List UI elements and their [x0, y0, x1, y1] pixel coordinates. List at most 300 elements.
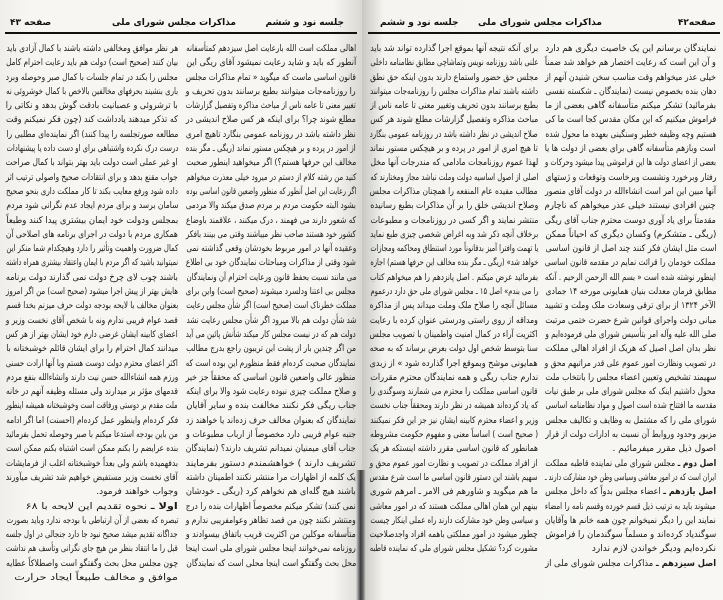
- text-line-content: را می بندم» اصل ۱۵ ـ مجلس شورای ملی حق دارد درعموم: [370, 287, 538, 298]
- text-line-content: مقدمتاً برای یاد آوری دوست محترم جناب آقای ریگی: [545, 215, 716, 226]
- text-line-content: خواهد شد» (ریگی ـ مگر بنده مخالف این حرفها هستم) اجازه: [370, 258, 538, 269]
- text-line-content: آقای نخست وزیر مستفیض خواهیم شد تشریف میآورند: [6, 472, 178, 483]
- text-line-content: منتشر نمایند و اگر کسی در روزنامجات و مطبوعات: [370, 215, 538, 226]
- text-line: [545, 471, 716, 485]
- text-line-content: تبصره که بعضی از آن ارتباطی با بودجه ندارد وباید بصورت: [6, 515, 178, 526]
- text-line-content: قانون اساسی ماست که میگوید « تمام مذاکرات مجلس: [186, 72, 356, 83]
- text-line-content: مطالعه صورتجلسه را پیدا کنند) اگر نماینده‌ای مطلبی را: [6, 129, 178, 140]
- text-line: [370, 42, 538, 56]
- text-line-content: مجلس حق حضور واستماع دارند بدون اینکه حق نطق: [370, 72, 538, 83]
- text-line: [545, 256, 716, 270]
- text-line: [186, 199, 356, 213]
- text-line: [6, 342, 178, 356]
- text-line: [6, 457, 178, 471]
- text-line: [6, 113, 178, 127]
- text-line-content: [26, 500, 178, 514]
- article-heading: اولا ـ: [151, 501, 178, 512]
- text-line-content: مجلس را بکند در تمام جلسات با کمال صبر وحوصله وبرد: [6, 72, 178, 83]
- text-line: [6, 228, 178, 242]
- text-line: [370, 285, 538, 299]
- text-line-content: متأسفانه موکلین من اکثریت قریب باتفاق بیسوادند و: [186, 530, 356, 541]
- text-line-content: تشریف دارند ) خواهشمندم دستور بفرمایند: [186, 458, 356, 469]
- line-text: نکرده‌ایم ودیگر خواندن لازم ندارد: [591, 544, 716, 555]
- text-line-content: و صلاح مملکت چیزی نبوده رعایت شود والا برای اینکه: [186, 387, 356, 398]
- text-line: [370, 142, 538, 156]
- text-line-content: مطلع شوند چرا؟ برای اینکه هر کس صلاح اندیشی در: [186, 115, 356, 126]
- text-line-content: علنی باشد روزنامه نویس وتماشاچی مطابق نظامنامه داخلی: [370, 58, 538, 69]
- text-line-content: داده شود ورفع معایب بکند تا کار مملکت داری بنحو صحیح: [6, 186, 178, 197]
- text-line-content: می مانند نسبت بحفظ قانون ورعایت احترام آن ونمایندگان: [186, 272, 356, 283]
- text-line-content: وصلاح اندیشی خلق را بر آن مذاکرات بطبع رسانیده: [370, 201, 538, 212]
- text-line-content: کمال ضرورت واهمیت وتأثیر را دارد وهیچکدام شما منکر این: [6, 244, 178, 255]
- text-line: [370, 328, 538, 342]
- text-line: [370, 156, 538, 170]
- text-line: [186, 314, 356, 328]
- text-line: [6, 42, 178, 56]
- session-label: جلسه نود و ششم: [380, 18, 459, 28]
- text-line: [6, 199, 178, 213]
- text-line: [370, 399, 538, 413]
- text-line-content: سهیمند تشخیص وتعیین اعضاء مجلس را بانتخاب ملت: [545, 372, 716, 383]
- text-line: [186, 113, 356, 127]
- text-line: [545, 314, 716, 328]
- text-line: [545, 442, 716, 456]
- text-line-content: مقدسه ما افتتاح شده است اصول و مواد نظامنامه اساسی: [545, 401, 716, 412]
- text-line: [6, 142, 178, 156]
- text-line: [545, 271, 716, 285]
- text-line-content: نظر بدان اصل اصیل که هریک از افراد اهالی مملکت: [545, 344, 716, 355]
- text-line-content: اینطور نوشته شده است « بسم الله الرحمن الرحیم . آنکه: [545, 272, 716, 283]
- text-line: [545, 528, 716, 542]
- text-line: [370, 357, 538, 371]
- line-text: مجلس شورای ملی نماینده قاطبه مملکت: [545, 458, 678, 469]
- text-line: [545, 414, 716, 428]
- text-line: [6, 71, 178, 85]
- text-line: [6, 528, 178, 542]
- text-line-content: مزبور وحدود وروابط آن نسبت به ادارات دولت از قرار: [545, 430, 716, 441]
- text-line: [186, 42, 356, 56]
- text-line: [545, 542, 716, 556]
- text-line-content: مسائل آنچه را صلاح ملک وملت میداند پس از مذاکره: [370, 301, 538, 312]
- text-line-content: بدفهمیده باشم ولی بعداً خوشبختانه اغلب از فرمایشات: [6, 458, 178, 469]
- text-line: [6, 271, 178, 285]
- text-line: [545, 357, 716, 371]
- header-rule: [5, 32, 357, 34]
- text-line: [370, 342, 538, 356]
- text-line-content: شود وقتی از مذاکرات ومباحثات نمایندگان خود بی اطلاع: [186, 258, 356, 269]
- text-line-content: مملکت خطرناک است (صحیح است) اگر شأن مجلس رعایت: [186, 301, 356, 312]
- text-line-content: (ریگی ـ متشکرم) وکسان دیگری که احیاناً ممکن: [545, 229, 716, 240]
- text-line-content: در تصویب ونظارت امور عموم علی قدر مراتبهم محق و: [545, 358, 716, 369]
- text-line-content: ملت مقدم بر دوستی ورفاقت است وخوشبختانه همیشه اینطور: [6, 401, 178, 412]
- text-line-content: صلاح اندیشی در نظر داشته باشد در روزنامه عمومی بنگارد: [370, 129, 538, 140]
- text-line-content: برخلاف آنچه ذکر شد وبه اغراض شخصی چیزی طبع نماید: [370, 229, 538, 240]
- text-line: [186, 485, 356, 499]
- text-line: [545, 371, 716, 385]
- text-line-content: درست درک نکرده واشتباهی برای او دست داده یا پیشنهادات: [6, 144, 178, 155]
- text-line-content: و سیاسی وطن خود مشارکت دارند راه عملی اینکار چیست: [370, 515, 538, 526]
- text-line-content: سامان برسد و برای مردم ایجاد عدم نگرانی شود مردم: [6, 201, 178, 212]
- text-line-content: قانون اساسی مملکت را محترم می شمارند وسوگندی را: [370, 387, 538, 398]
- text-line: [186, 156, 356, 170]
- text-line-content: جناب ریگی فکر نکنند مخالفت بنده و سایر آقایان: [186, 401, 356, 412]
- text-line-content: قبل را ما انتقاد بنظر من هیچ جای نگرانی وتأسف هم نداشت: [6, 544, 178, 555]
- text-line: [186, 185, 356, 199]
- text-line: [545, 342, 716, 356]
- text-line-content: [545, 557, 716, 571]
- running-title: مذاکرات مجلس شورای ملی: [477, 18, 602, 28]
- text-line: [370, 471, 538, 485]
- text-line: [6, 385, 178, 399]
- text-line: [6, 442, 178, 456]
- right-page: [362, 0, 723, 600]
- text-line-content: مملکت خودمان را قرائت نمایم در مقدمه قانون اساسی: [545, 258, 716, 269]
- text-line-content: بطبع برسانند بدون تحریف وتغییر معنی تا عامه ناس از: [370, 101, 538, 112]
- text-line: [186, 457, 356, 471]
- text-line-content: فکر کرده‌ام واینطور عمل کرده‌ام (احسنت) اما اگر ادامه: [6, 415, 178, 426]
- text-line-content: سوگندیاد کرده‌اند و مسلماً سوگندمان را فراموش: [545, 530, 716, 541]
- text-line-content: مطابق فرمان معدلت بنیان همایونی مورخه ۱۴ جمادی: [545, 287, 716, 298]
- text-line: [6, 171, 178, 185]
- text-line: [186, 328, 356, 342]
- text-line: [186, 557, 356, 571]
- text-line: [545, 385, 716, 399]
- text-column-right: [186, 42, 356, 571]
- text-line: [6, 357, 178, 371]
- text-line: [6, 156, 178, 170]
- text-line: [370, 128, 538, 142]
- text-line-content: ندارم جناب ریگی و همه نمایندگان محترم مقررات: [370, 372, 538, 383]
- text-line-content: فراموش میکنیم که این مکان مقدس کجا است ما کی: [545, 115, 716, 126]
- text-line-content: هایش بهتر از پیش اجرا میشود (صحیح است) من اگر امروز: [6, 287, 178, 298]
- text-line-content: صلی الله علیه وآله امر بتأسیس شورای ملی فرموده‌ایم و: [545, 329, 716, 340]
- text-line: [370, 442, 538, 456]
- text-line-content: چطور میشود در امور مملکتی باهمه افراد واجدصلاحیت: [370, 530, 538, 541]
- text-line-content: او غیر عملی است دولت باید بهتر بتواند با کمال صراحت: [6, 158, 178, 169]
- text-line: [370, 214, 538, 228]
- text-line: [186, 71, 356, 85]
- text-line-content: بینهم این همان اهالی مملکت هستند که در امور معاشی: [370, 501, 538, 512]
- text-line-content: ورزم همه انشاءالله حسن نیت دارند وانشاءالله بنفع مردم: [6, 372, 178, 383]
- text-line-content: که شعور دارند می فهمند ، درک میکنند ، علاقمند باوضاع: [186, 215, 356, 226]
- text-line: [6, 557, 178, 571]
- text-line: [6, 314, 178, 328]
- text-line: [370, 500, 538, 514]
- line-text: ایران است که در امور معاشی وسیاسی وطن خود مشارکت دارند ـ: [545, 472, 716, 483]
- text-line-content: موافق و مخالف طبیعاً ایجاد حرارت: [14, 572, 178, 583]
- text-line: [186, 371, 356, 385]
- text-line-content: من باین بودجه استدعا میکنم با صبر وحوصله تحمل بفرمائید: [6, 430, 178, 441]
- text-line-content: همکاری مردم با دولت در اجرای برنامه های اصلاحی آن: [6, 229, 178, 240]
- text-line: [370, 457, 538, 471]
- text-line: [370, 385, 538, 399]
- text-line: [370, 371, 538, 385]
- text-line-content: محول داشتیم اینک که مجلس شورای ملی بر طبق نیات: [545, 387, 716, 398]
- text-line-content: چنین افرادی نیستند خیلی عذر میخواهم که ناچارم: [545, 201, 716, 212]
- text-line-content: اکثر اعضای محترم دولت دوست هستم وبا آنها ارادت حسنی: [6, 358, 178, 369]
- text-line: [370, 514, 538, 528]
- text-line: [370, 56, 538, 70]
- text-line-content: کنید من رشته کلام از دستم در میرود خیلی معذرت میخواهم: [186, 172, 356, 183]
- text-line-content: [545, 485, 716, 499]
- text-line-content: [545, 471, 716, 485]
- text-column-left: [370, 42, 538, 557]
- text-line: [370, 256, 538, 270]
- text-line: [370, 85, 538, 99]
- text-line-content: اصلی از اصول اساسیه دولت وملت نباشد مجاز ومختارند که: [370, 172, 538, 183]
- text-line: [370, 99, 538, 113]
- text-line: [545, 228, 716, 242]
- text-line: [545, 399, 716, 413]
- text-line-content: همانطور که قانون اساسی مقرر داشته اینستکه هر یک: [370, 444, 538, 455]
- text-line-content: از امور در پرده و بر هیچکس مستور نماند (ریگی ـ مگر بنده: [186, 144, 356, 155]
- text-line-content: میشوند باید به ترتیب ذیل قسم خورده وقسم نامه را امضاء: [545, 501, 716, 512]
- text-line: [370, 542, 538, 556]
- text-line: [186, 357, 356, 371]
- text-line-content: چون مجلس محل بحث وگفتگو است واصطلاکاً عطایه: [6, 558, 178, 569]
- text-line: [370, 485, 538, 499]
- text-line-content: جنبه عوام فریبی دارد مخصوصاً از ارباب مطبوعات و: [186, 430, 356, 441]
- text-column-right: [545, 42, 716, 571]
- text-line-content: [592, 542, 716, 556]
- text-line-content: باشند هیچ گله‌ای هم نخواهم کرد (ریگی ـ خودشان: [186, 487, 356, 498]
- article-heading: اصل سیزدهم ـ: [655, 558, 716, 569]
- text-line-content: بعنوان مخالف با لایحه بودجه دولت حرف میزنم بخدا قسم: [6, 301, 178, 312]
- text-line-content: است وبازهم متأسفانه گاهی برای بعضی از دولت ها یا: [545, 144, 716, 155]
- text-line: [545, 113, 716, 127]
- text-line: [545, 328, 716, 342]
- text-line-content: رفتار وبرخورد ونشست وبرخاست وتوقعات و ژستهای: [545, 172, 716, 183]
- text-line: [545, 185, 716, 199]
- text-line-content: مخالف این حرفها هستم؟) اگر میخواهید اینطور صحبت: [186, 158, 356, 169]
- session-label: جلسه نود و ششم: [265, 18, 344, 28]
- text-line-content: از افراد مملکت در تصویب و نظارت امور عموم محق و: [370, 458, 538, 469]
- text-line: [545, 457, 716, 471]
- text-line: [370, 271, 538, 285]
- right-page-header: [368, 18, 720, 32]
- text-line-content: جواب مقنع بدهد و برای انتقادات صحیح واصولی ترتیب اثر: [6, 172, 178, 183]
- text-line-content: قصد عوام فریبی ندارم ونه با شخص آقای نخست وزیر و: [6, 315, 178, 326]
- text-line: [6, 285, 178, 299]
- text-line: [545, 199, 716, 213]
- text-line: [545, 85, 716, 99]
- text-line: [186, 442, 356, 456]
- text-line-content: مشورت کرد؟ تشکیل مجلس شورای ملی که نماینده قاطبه: [370, 544, 538, 555]
- text-line: [545, 500, 716, 514]
- text-line-content: ما هم میگوید و شاورهم فی الامر ـ امرهم شوری: [370, 487, 538, 498]
- text-line-content: سنا بتوسط شخص اول دولت بعرض برساند که به صحه: [370, 344, 538, 355]
- text-line-content: روزنامه نمی‌خوانند اینجا مجلس شورای ملی است اینجا: [186, 544, 356, 555]
- text-line-content: نمی کنند) تشکر میکنم مخصوصاً اظهارات بنده را درج: [186, 501, 356, 512]
- text-line-content: بعضی از اعضای دولت ها این فراموشی پیدا میشود وحرکات و: [545, 158, 716, 169]
- text-line: [186, 500, 356, 514]
- text-line: [186, 214, 356, 228]
- text-line-content: سهیم باشند این دستور قانون اساسی ما است شرع مقدس: [370, 472, 538, 483]
- text-line-content: قدمهای مؤثر بر میدارند ولی مسئله وظیفه آنهم در خانه: [6, 387, 178, 398]
- text-line-content: مباحث مذاکره وتفصیل گزارشات مطلع شوند هر کس: [370, 115, 538, 126]
- text-line: [370, 314, 538, 328]
- text-line: [186, 528, 356, 542]
- text-line-content: بنده عرایضم را بکنم ممکن است اشتباه بکنم ممکن است: [6, 444, 178, 455]
- text-column-left: [6, 42, 178, 585]
- text-line: [370, 428, 538, 442]
- text-line: [370, 171, 538, 185]
- text-line: [6, 242, 178, 256]
- text-line: [186, 342, 356, 356]
- text-line-content: برای آنکه نتیجه آنها بموقع اجرا گذارده تواند شد باید: [370, 44, 538, 54]
- header-rule: [368, 32, 720, 34]
- text-line: [545, 128, 716, 142]
- text-line: [6, 414, 178, 428]
- text-line-content: لهذا عموم روزنامجات مادامی که مندرجات آنها مخل: [370, 158, 538, 169]
- text-line: [6, 328, 178, 342]
- text-line-content: اکثریت آراء در کمال امنیت واطمینان با تصویب مجلس: [370, 329, 538, 340]
- text-line: [186, 299, 356, 313]
- text-line-content: آنطور که باید و شاید رعایت نمیشود آقای ریگی این: [186, 58, 356, 69]
- text-line: [545, 428, 716, 442]
- text-line-content: کشور خود هستند صاحب نظر میباشند وقتی می بینند بافکر: [186, 229, 356, 240]
- text-line: [545, 485, 716, 499]
- text-line-content: باری بنشیند بحرفهای مخالفین بالاخص با کمال خوشروئی نه: [6, 86, 178, 97]
- text-line-content: ومداقه از روی راستی ودرستی عنوان کرده با رعایت: [370, 315, 538, 326]
- article-heading: اصل یازدهم ـ: [663, 487, 716, 498]
- text-line-content: بشود البته حکومت مردم بر مردم صدق میکند والا مردمی: [186, 201, 356, 212]
- text-line-content: نظر داشته باشد در روزنامه عمومی بنگارد تاهیچ امری: [186, 129, 356, 140]
- text-line: [6, 128, 178, 142]
- line-text: نحوه تقدیم این لایحه با ۶۸: [25, 501, 152, 512]
- text-line-content: دولت هم که در نیست مجلس کار میکند شأنش پائین می آید: [186, 329, 356, 340]
- text-line-content: همایونی موشح وبموقع اجرا گذارده شود » از زبدی: [370, 358, 538, 369]
- text-line-content: شد شأن دولت هم بالا میرود اگر شأن مجلس رعایت نشد: [186, 315, 356, 326]
- text-line-content: داشته باشند تمام مذاکرات مجلس را روزنامه‌جات میتوانند: [370, 86, 538, 97]
- text-line: [6, 428, 178, 442]
- text-line-content: بمجلس ودولت خود ایمان بیشتری پیدا کنند وطبعاً: [6, 215, 178, 226]
- text-line: [6, 256, 178, 270]
- text-line: [545, 56, 716, 70]
- text-line-content: میدانند کمال احترام را برای ایشان قائلم خوشبختانه با: [6, 344, 178, 355]
- text-line: [370, 199, 538, 213]
- text-line: [545, 557, 716, 571]
- text-line-content: بفرمائید عرض میکنم . اصل پانزدهم را هم میخواهم کتاب: [370, 272, 538, 283]
- text-line-content: الآخر ۱۳۲۴ از برای ترقی وسعادت ملک وملت و تشیید: [545, 301, 716, 312]
- text-line: [6, 514, 178, 528]
- text-line: [6, 485, 178, 499]
- line-text: اعضاء مجلس بدواً که داخل مجلس: [545, 487, 664, 498]
- text-line-content: بیان کنند (صحیح است) دولت هم باید رعایت احترام کامل: [6, 58, 178, 69]
- text-line: [6, 185, 178, 199]
- text-line: [545, 299, 716, 313]
- text-line-content: نمیتوانید باشید که اگر مردم با ایمان واعتقاد بیشتری همراه داشته: [6, 258, 178, 269]
- text-line-content: شورای ملی را که مشتمل به وظایف و تکالیف مجلس: [545, 415, 716, 426]
- text-line-content: و آن این است که رعایت اختصار هم خواهد شد ضمناً: [545, 58, 716, 69]
- text-line: [370, 71, 538, 85]
- page-number: صفحه ۴۳: [10, 18, 52, 28]
- text-line-content: آنها مبین این امر است انشاءالله در دولت آقای منصور: [545, 186, 716, 197]
- text-line-content: [613, 442, 716, 456]
- text-line-content: ( صحیح است ) اساساً معنی و مفهوم حکومت مشروطه: [370, 430, 538, 441]
- text-line-content: منظور عالی واضعین قانون اساسی که محققاً جز خیر: [186, 372, 356, 383]
- text-line: [370, 185, 538, 199]
- text-line-content: را روزنامه‌جات میتوانند بطبع برسانند بدون تحریف و: [186, 86, 356, 97]
- text-line-content: تا هیچ امری از امور در پرده و بر هیچکس مستور نماند: [370, 144, 538, 155]
- text-line-content: وزیر و اعضاء محترم کابینه ایشان نیز جز این فکر نمیکنند: [370, 415, 538, 426]
- text-line: [6, 471, 178, 485]
- text-line: [370, 299, 538, 313]
- text-line: [6, 214, 178, 228]
- text-line-content: بفرمائید) تشکر میکنم متأسفانه گاهی بعضی از ما: [545, 101, 716, 112]
- text-line-content: نمایندگان صحبت کرده‌ام فقط منظورم این بوده است که: [186, 358, 356, 369]
- text-line-content: [96, 485, 178, 499]
- text-line-content: مطالب مفیده عام المنفعه را همچنان مذاکرات مجلس: [370, 186, 538, 197]
- text-line: [6, 99, 178, 113]
- text-line: [545, 71, 716, 85]
- text-line-content: [545, 457, 716, 471]
- text-line-content: نمایندگان که بعنوان مخالف حرف زده‌اند یا خواهند زد: [186, 415, 356, 426]
- text-line-content: جناب آقای میمنیان نمیدانم تشریف دارند؟ (نمایندگان: [186, 444, 356, 455]
- text-line: [370, 228, 538, 242]
- line-text: وجواب خواهند فرمود.: [96, 487, 178, 498]
- text-line-content: باشند چوب لای چرخ دولت نمی گذارند دولت برنامه: [6, 272, 178, 283]
- text-line-content: است مثل ایشان فکر کنند چند اصل از قانون اساسی: [545, 244, 716, 255]
- text-line: [6, 399, 178, 413]
- text-line-content: دهان بنده بخصوص نیست (نمایندگان ـ شکسته نفسی: [545, 86, 716, 97]
- text-line-content: نمایند این را دیگر نمیخوانم چون همه خانم ها وآقایان: [545, 515, 716, 526]
- text-line-content: اعضای کابینه ایشان غرضی دارم خود ایشان بهتر از هر کس: [6, 329, 178, 340]
- text-line-content: اگر رعایت این اصل آنطور که منظور واضعین قانون اساسی بوده: [186, 186, 356, 197]
- text-line-content: وعقیده آنها در امور مربوط بخودشان وقعی گذاشته نمی: [186, 244, 356, 255]
- text-line: [545, 42, 716, 56]
- text-line: [545, 242, 716, 256]
- text-line-content: هر نظر موافق ومخالفی داشته باشند با کمال آزادی باید: [6, 44, 178, 54]
- text-line-content: تغییر معنی تا عامه ناس از مباحث مذاکره وتفصیل گزارشات: [186, 101, 356, 112]
- text-line: [6, 542, 178, 556]
- page-number: صفحه۴۲: [677, 18, 716, 28]
- text-line: [6, 299, 178, 313]
- text-line-content: جداگانه تقدیم میشد صحیح نبود جا دارد جنجالی در اول جلسه: [6, 530, 178, 541]
- text-line: [6, 571, 178, 585]
- text-line-content: با ترشروئی و عصبانیت بادقت گوش بدهد و نکاتی را: [6, 101, 178, 112]
- text-line-content: یا تهمت وافترا آمیز بدقانوناً مورد استنطاق ومحاکمه ومجازات: [370, 244, 538, 255]
- text-line: [545, 285, 716, 299]
- text-line-content: محل بحث وگفتگو است اینجا محلی است که نمایندگان: [186, 558, 356, 569]
- text-line: [545, 514, 716, 528]
- text-line-content: مجلس بی اعتنا ودلسرد میشوند (صحیح است) واین برای: [186, 287, 356, 298]
- text-line-content: یک کلمه از اظهارات مرا منتشر نکنند اطمینان داشته: [186, 472, 356, 483]
- text-line: [186, 142, 356, 156]
- text-line: [545, 214, 716, 228]
- article-heading: اصل دوم ـ: [677, 458, 716, 469]
- line-text: مذاکرات مجلس شورای ملی از: [545, 558, 656, 569]
- line-text: اصول ذیل مقرر میفرمائیم .: [612, 444, 716, 455]
- text-line: [545, 156, 716, 170]
- text-line: [545, 99, 716, 113]
- text-line: [545, 171, 716, 185]
- left-page-header: [6, 18, 356, 32]
- text-line-content: من اگر چندین بار از پشت این تریبون راجع بدرج مطالب: [186, 344, 356, 355]
- text-line-content: نمایندگان برسانم این یک خاصیت دیگری هم دارد: [545, 44, 716, 54]
- running-title: مذاکرات مجلس شورای ملی: [111, 18, 236, 28]
- text-line: [370, 414, 538, 428]
- text-line-content: ومنتشر نکنند چون من قصد تظاهر وعوامفریبی ندارم و: [186, 515, 356, 526]
- text-line: [370, 528, 538, 542]
- text-line-content: مبانی دولت واجرای قوانین شرع حضرت ختمی مرتبت: [545, 315, 716, 326]
- text-line-content: که یاد کرده‌اند همیشه در نظر دارند ومحققاً جناب نخست: [370, 401, 538, 412]
- text-line: [6, 56, 178, 70]
- text-line-content: خیلی عذر میخواهم وقت مناسب سخن شنیدن آنهم از: [545, 72, 716, 83]
- text-line: [370, 242, 538, 256]
- text-line-content: که تذکر میدهند یادداشت کند (چون فکر نمیکنم وقت: [6, 115, 178, 126]
- book-spine-shadow: [356, 470, 366, 600]
